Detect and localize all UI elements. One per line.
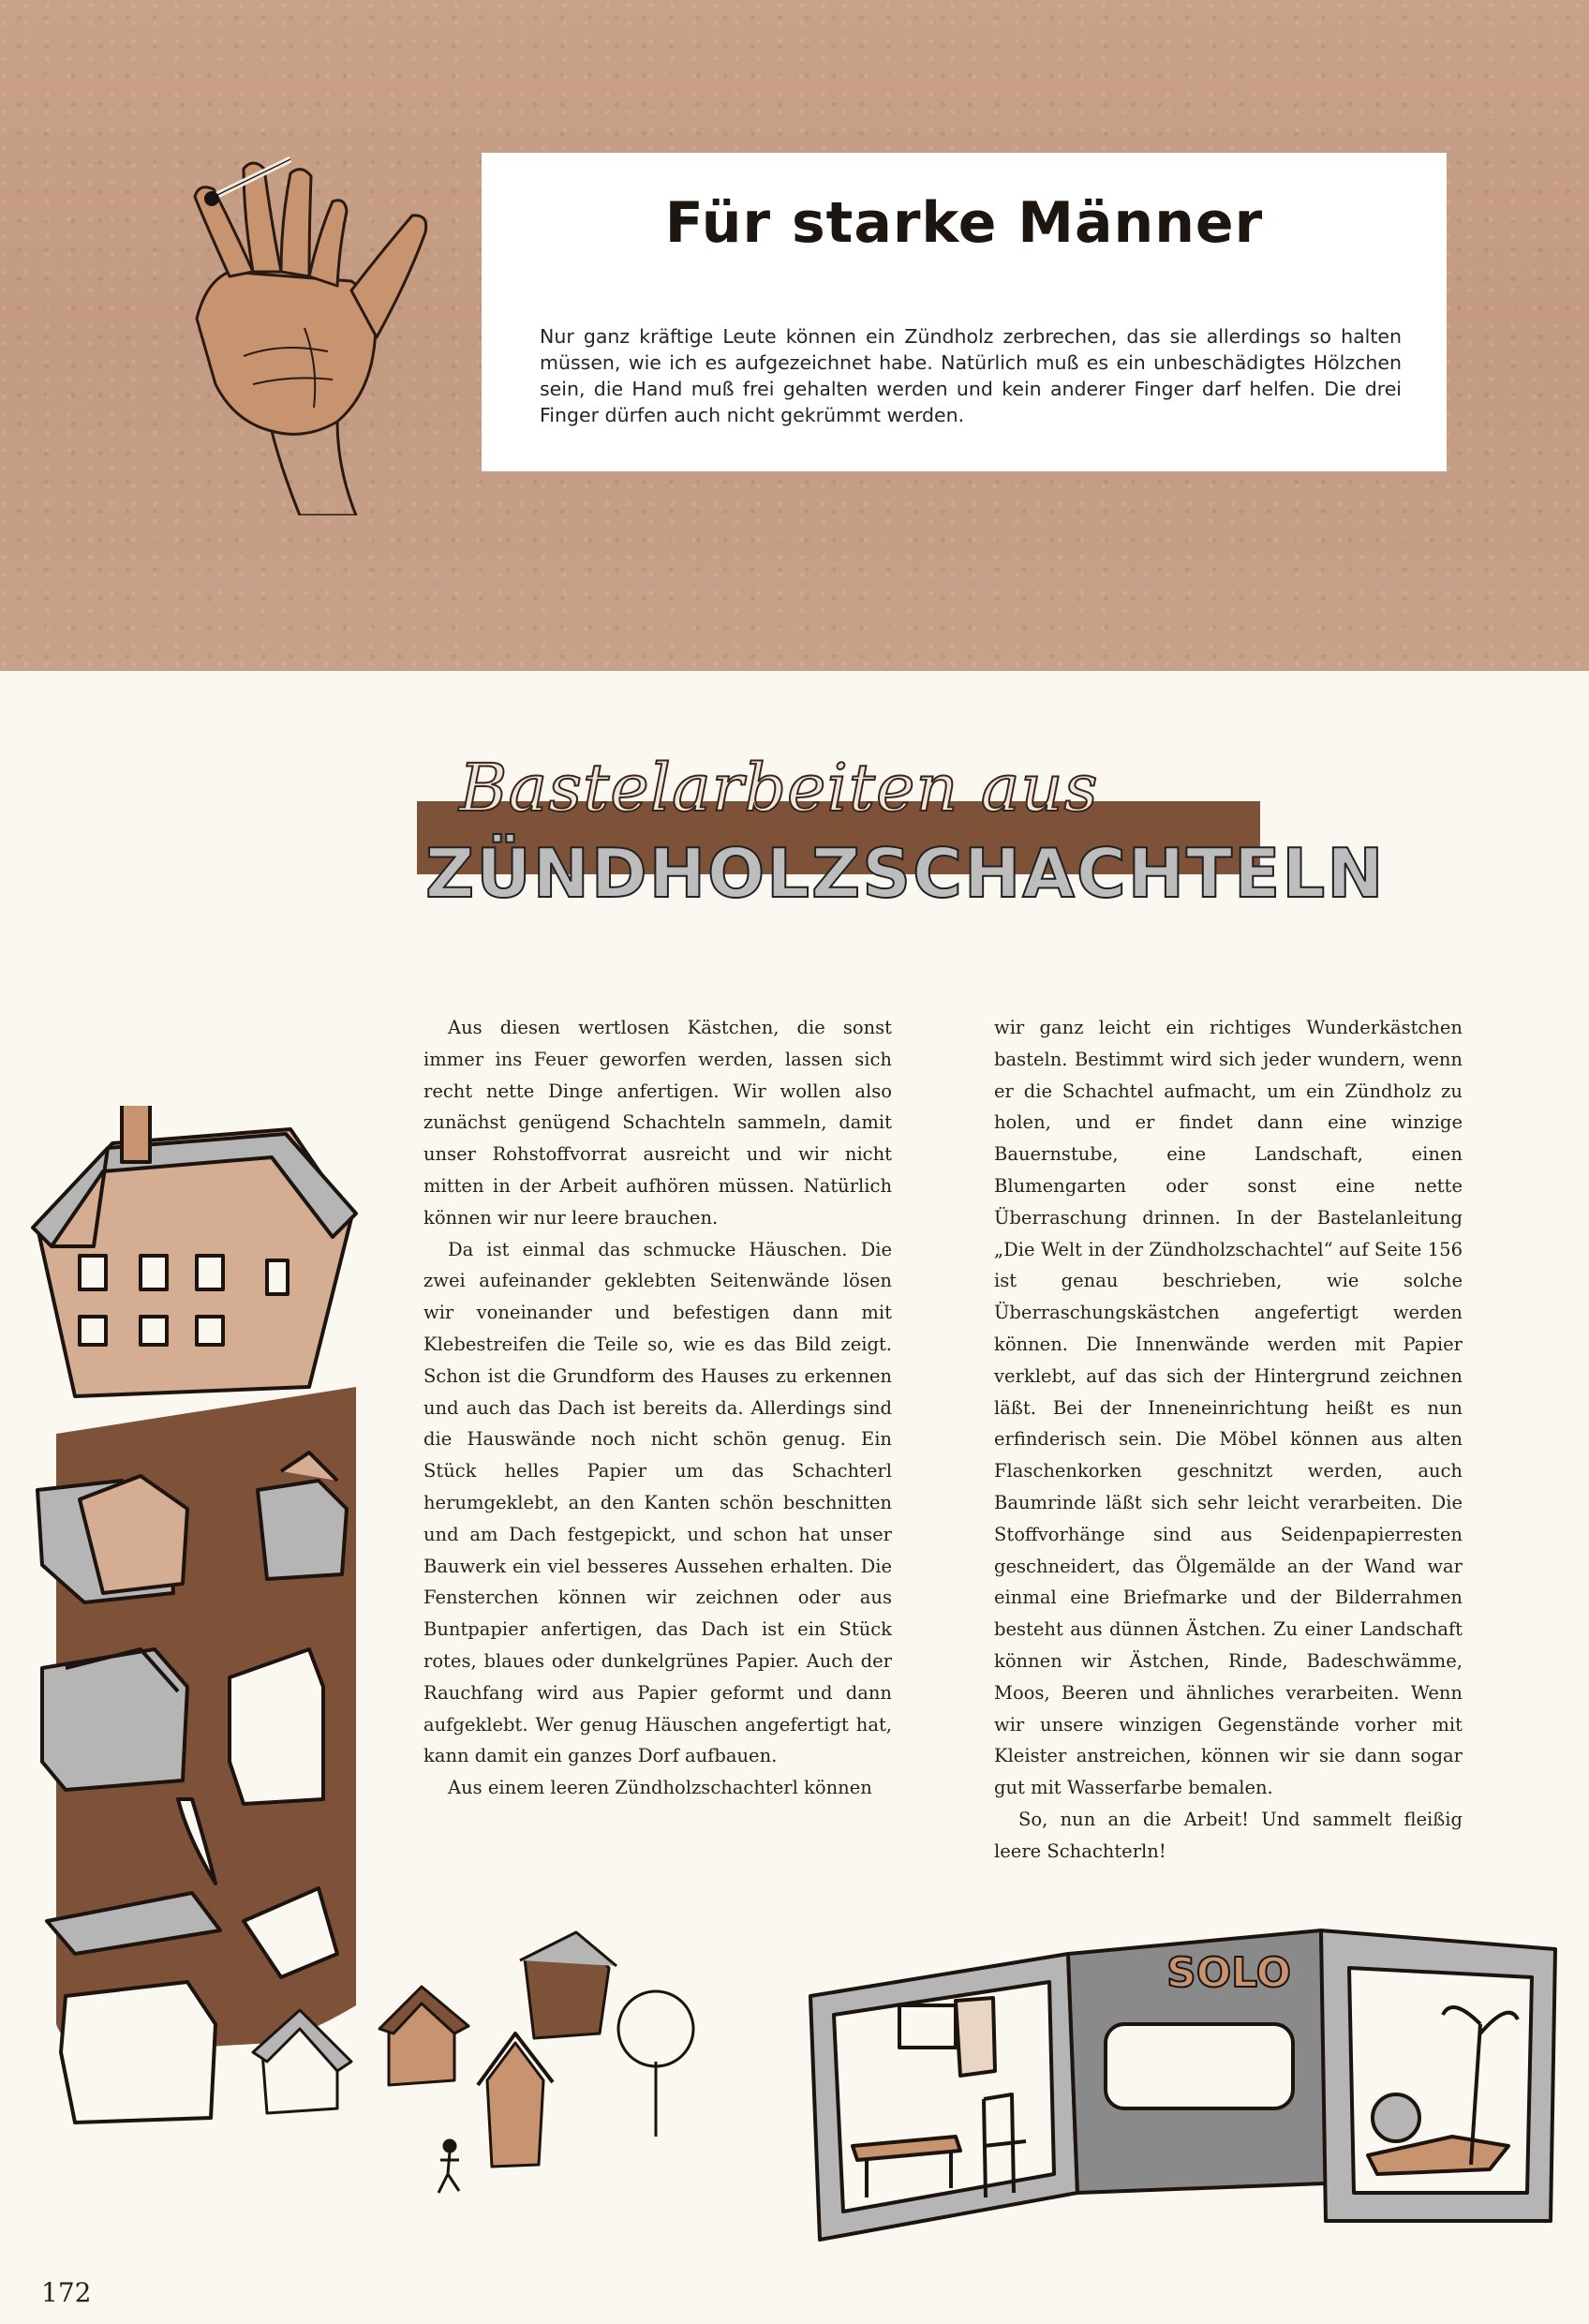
panel-title: Für starke Männer [664,190,1264,256]
banner-caps-title: ZÜNDHOLZSCHACHTELN [425,834,1386,913]
section-banner [412,750,1386,918]
surprise-boxes-illustration [796,1912,1574,2249]
article-paragraph: Aus diesen wertlosen Kästchen, die sonst immer ins Feuer geworfen werden, lassen sich recht nette Dinge anfertigen. Wir wollen also zunächst genügend Schachteln sammeln, damit unser Rohstoffvorrat ausreicht und wir nicht mitten in der Arbeit aufhören müssen. Natürlich können wir nur leere brauchen. [423,1017,892,1229]
article-paragraph: So, nun an die Arbeit! Und sammelt fleißig leere Schachterln! [994,1808,1463,1862]
article-paragraph: Da ist einmal das schmucke Häuschen. Die zwei aufeinander geklebten Seitenwände lösen wir voneinander und befestigen dann mit Klebestreifen die Teile so, wie es das Bild zeigt. Schon ist die Grundform des Hauses zu erkennen und auch das Dach ist bereits da. Allerdings sind die Hauswände noch nicht schön genug. Ein Stück helles Papier um das Schachterl herumgeklebt, an den Kanten schön beschnitten und am Dach festgepickt, und schon hat unser Bauwerk ein viel besseres Aussehen erhalten. Die Fensterchen können wir zeichnen oder aus Buntpapier anfertigen, das Dach ist ein Stück rotes, blaues oder dunkelgrünes Papier. Auch der Rauchfang wird aus Papier geformt und dann aufgeklebt. Wer genug Häuschen angefertigt hat, kann damit ein ganzes Dorf aufbauen. [423,1238,892,1767]
article-column-right [994,1012,1463,1868]
article-paragraph: Aus einem leeren Zündholzschachterl können [448,1777,872,1799]
article-paragraph: wir ganz leicht ein richtiges Wunderkästchen basteln. Bestimmt wird sich jeder wundern, wenn er die Schachtel aufmacht, um ein Zündholz zu holen, und er findet dann eine winzige Bauernstube, eine Landschaft, einen Blumengarten oder sonst eine nette Überraschung drinnen. In der Bastelanleitung „Die Welt in der Zündholzschachtel“ auf Seite 156 ist genau beschrieben, wie solche Überraschungskästchen angefertigt werden können. Die Innenwände werden mit Papier verklebt, auf das sich der Hintergrund zeichnen läßt. Bei der Inneneinrichtung heißt es nun erfinderisch sein. Die Möbel können aus alten Flaschenkorken geschnitzt werden, auch Baumrinde läßt sich sehr leicht verarbeiten. Die Stoffvorhänge sind aus Seidenpapierresten geschneidert, das Ölgemälde an der Wand war einmal eine Briefmarke und der Bilderrahmen besteht aus dünnen Ästchen. Zu einer Landschaft können wir Ästchen, Rinde, Badeschwämme, Moos, Beeren und ähnliches verarbeiten. Wenn wir unsere winzigen Gegenstände vorher mit Kleister anstreichen, können wir sie dann sogar gut mit Wasserfarbe bemalen. [994,1017,1463,1799]
article-column-left [423,1012,892,1804]
village-illustration [244,1921,731,2202]
page-number: 172 [41,2277,92,2308]
box-label-text: SOLO [1166,1949,1291,1997]
hand-illustration [141,141,478,515]
panel-text: Nur ganz kräftige Leute können ein Zündholz zerbrechen, das sie allerdings so halten müssen, wie ich es aufgezeichnet habe. Natürlich muß es ein unbeschädigtes Hölzchen sein, die Hand muß frei gehalten werden und kein anderer Finger darf helfen. Die drei Finger dürfen auch nicht gekrümmt werden. [540,325,1402,426]
banner-script-title: Bastelarbeiten aus [459,750,1099,827]
top-craft-band [0,0,1589,671]
title-panel [482,153,1447,471]
